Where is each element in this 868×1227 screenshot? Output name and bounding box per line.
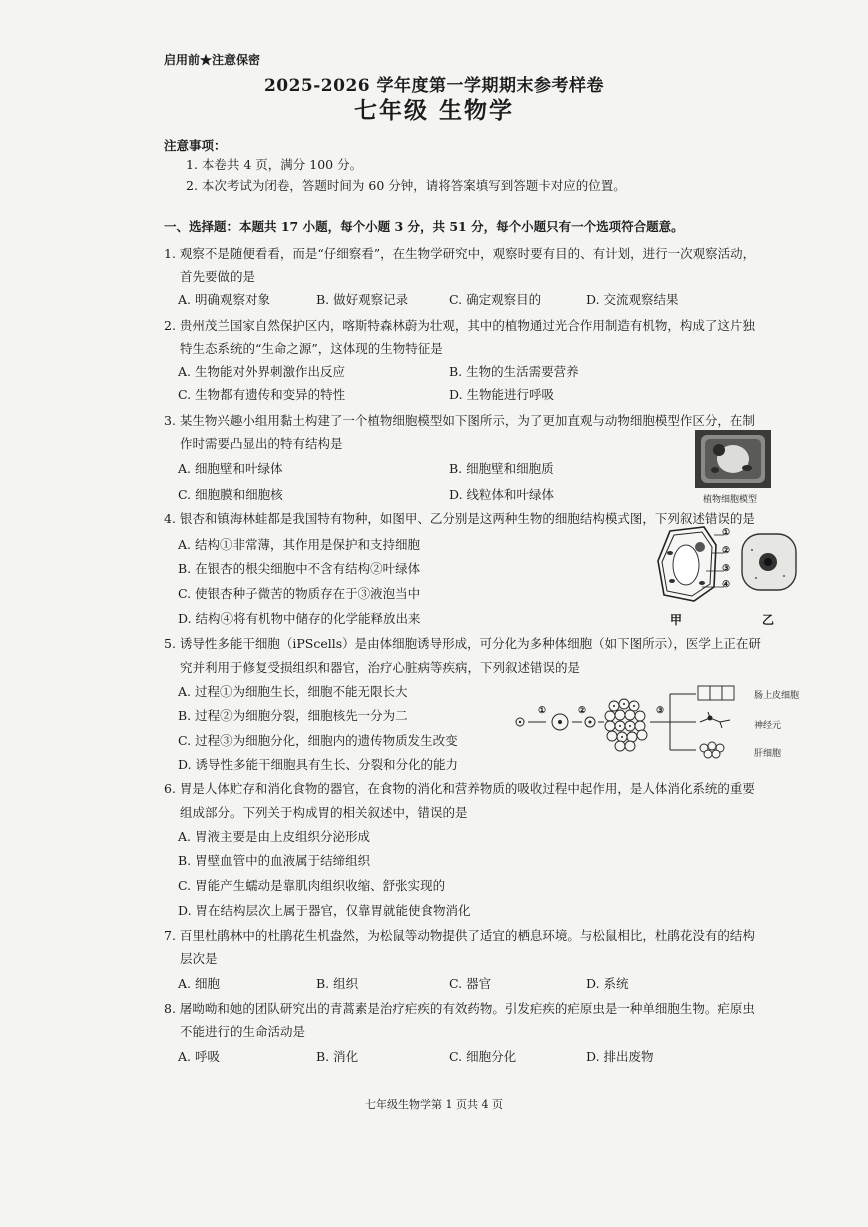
option-b: B. 消化: [316, 1049, 359, 1064]
confidential-mark: 启用前★注意保密: [164, 53, 261, 67]
marker-2: ②: [722, 546, 731, 556]
notice-item: 2. 本次考试为闭卷，答题时间为 60 分钟，请将答案填写到答题卡对应的位置。: [186, 178, 626, 193]
option-a: A. 细胞: [178, 976, 220, 991]
question-stem: 3. 某生物兴趣小组用黏土构建了一个植物细胞模型如下图所示，为了更加直观与动物细胞模型作区分，在制: [164, 413, 755, 428]
subject-title: 七年级 生物学: [353, 97, 514, 124]
option-a: A. 结构①非常薄，其作用是保护和支持细胞: [178, 537, 420, 552]
label-liver-cell: 肝细胞: [754, 749, 782, 759]
plant-cell-model-photo: [695, 430, 771, 488]
step-2-marker: ②: [578, 706, 587, 716]
question-stem-cont: 特生态系统的“生命之源”，这体现的生物特征是: [180, 341, 443, 356]
question-stem-cont: 首先要做的是: [180, 269, 256, 284]
option-c: C. 器官: [449, 976, 492, 991]
option-c: C. 胃能产生蠕动是靠肌肉组织收缩、舒张实现的: [178, 878, 446, 893]
option-a: A. 细胞壁和叶绿体: [178, 461, 283, 476]
option-c: C. 细胞膜和细胞核: [178, 487, 283, 502]
label-jia: 甲: [670, 613, 683, 627]
option-b: B. 胃壁血管中的血液属于结缔组织: [178, 853, 371, 868]
label-yi: 乙: [762, 613, 775, 627]
option-a: A. 过程①为细胞生长，细胞不能无限长大: [178, 684, 408, 699]
question-stem-cont: 层次是: [180, 951, 218, 966]
question-stem-cont: 作时需要凸显出的特有结构是: [180, 436, 343, 451]
question-stem: 4. 银杏和镇海林蛙都是我国特有物种，如图甲、乙分别是这两种生物的细胞结构模式图，下列叙述错误的是: [164, 511, 755, 526]
question-stem: 8. 屠呦呦和她的团队研究出的青蒿素是治疗疟疾的有效药物。引发疟疾的疟原虫是一种单细胞生物。疟原虫: [164, 1001, 755, 1016]
marker-3: ③: [722, 564, 731, 574]
option-c: C. 生物都有遗传和变异的特性: [178, 387, 346, 402]
marker-1: ①: [722, 528, 731, 538]
notice-heading: 注意事项：: [164, 138, 227, 153]
option-c: C. 过程③为细胞分化，细胞内的遗传物质发生改变: [178, 733, 458, 748]
option-b: B. 在银杏的根尖细胞中不含有结构②叶绿体: [178, 561, 421, 576]
option-a: A. 胃液主要是由上皮组织分泌形成: [178, 829, 370, 844]
option-a: A. 明确观察对象: [178, 292, 270, 307]
cell-differentiation-diagram: [510, 684, 750, 762]
section-heading: 一、选择题：本题共 17 小题，每个小题 3 分，共 51 分，每个小题只有一个选项符合题意。: [164, 219, 684, 234]
question-stem-cont: 究并利用于修复受损组织和器官，治疗心脏病等疾病，下列叙述错误的是: [180, 660, 581, 675]
option-d: D. 胃在结构层次上属于器官，仅靠胃就能使食物消化: [178, 903, 471, 918]
option-c: C. 使银杏种子微苦的物质存在于③液泡当中: [178, 586, 421, 601]
option-d: D. 排出废物: [586, 1049, 654, 1064]
question-stem: 6. 胃是人体贮存和消化食物的器官，在食物的消化和营养物质的吸收过程中起作用，是人体消化系统的重要: [164, 781, 755, 796]
option-d: D. 诱导性多能干细胞具有生长、分裂和分化的能力: [178, 757, 459, 772]
step-3-marker: ③: [656, 706, 665, 716]
page-footer: 七年级生物学第 1 页共 4 页: [365, 1098, 503, 1111]
option-d: D. 系统: [586, 976, 629, 991]
option-b: B. 过程②为细胞分裂，细胞核先一分为二: [178, 708, 408, 723]
question-stem: 2. 贵州茂兰国家自然保护区内，喀斯特森林蔚为壮观，其中的植物通过光合作用制造有机物，构成了这片独: [164, 318, 755, 333]
option-c: C. 确定观察目的: [449, 292, 542, 307]
option-d: D. 生物能进行呼吸: [449, 387, 555, 402]
label-intestinal-cell: 肠上皮细胞: [754, 691, 800, 701]
option-a: A. 呼吸: [178, 1049, 220, 1064]
option-d: D. 交流观察结果: [586, 292, 679, 307]
option-c: C. 细胞分化: [449, 1049, 517, 1064]
notice-item: 1. 本卷共 4 页，满分 100 分。: [186, 157, 363, 172]
animal-cell-diagram: [740, 532, 798, 592]
question-stem-cont: 组成部分。下列关于构成胃的相关叙述中，错误的是: [180, 805, 468, 820]
option-b: B. 组织: [316, 976, 359, 991]
option-b: B. 做好观察记录: [316, 292, 409, 307]
exam-title: 2025-2026 学年度第一学期期末参考样卷: [263, 76, 605, 96]
option-d: D. 结构④将有机物中储存的化学能释放出来: [178, 611, 421, 626]
question-stem: 1. 观察不是随便看看，而是“仔细察看”，在生物学研究中，观察时要有目的、有计划，进行一次观察活动，: [164, 246, 756, 261]
option-a: A. 生物能对外界刺激作出反应: [178, 364, 345, 379]
question-stem: 5. 诱导性多能干细胞（iPScells）是由体细胞诱导形成，可分化为多种体细胞（如下图所示），医学上正在研: [164, 636, 761, 651]
question-stem-cont: 不能进行的生命活动是: [180, 1024, 306, 1039]
option-b: B. 生物的生活需要营养: [449, 364, 579, 379]
option-b: B. 细胞壁和细胞质: [449, 461, 554, 476]
marker-4: ④: [722, 580, 731, 590]
option-d: D. 线粒体和叶绿体: [449, 487, 555, 502]
step-1-marker: ①: [538, 706, 547, 716]
question-stem: 7. 百里杜鹃林中的杜鹃花生机盎然，为松鼠等动物提供了适宜的栖息环境。与松鼠相比，杜鹃花没有的结构: [164, 928, 755, 943]
figure-caption: 植物细胞模型: [703, 495, 758, 505]
label-neuron: 神经元: [754, 721, 782, 731]
